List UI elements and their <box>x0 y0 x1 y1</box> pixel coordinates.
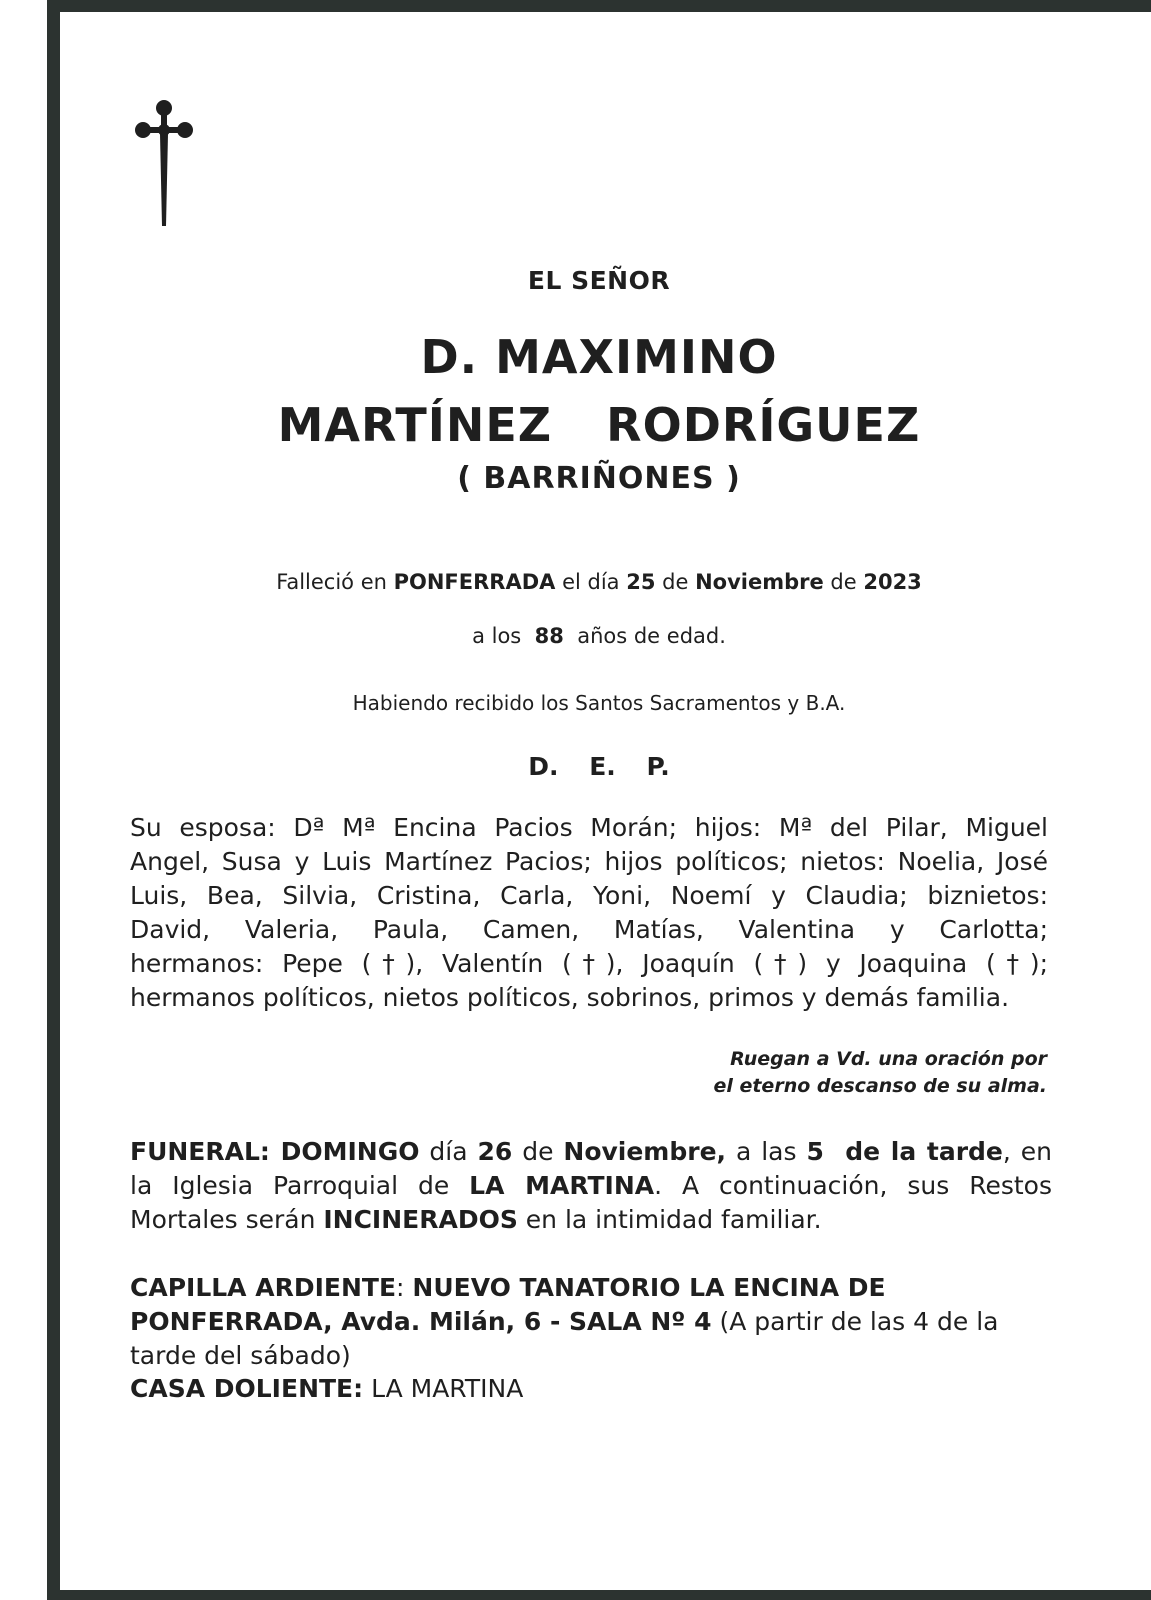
age-years: 88 <box>534 624 564 648</box>
chapel-label: CAPILLA ARDIENTE <box>130 1273 397 1302</box>
age-statement: a los 88 años de edad. <box>472 624 726 648</box>
family-line: hermanos políticos, nietos políticos, sobrinos, primos y demás familia. <box>130 983 1010 1012</box>
funeral-label: FUNERAL: DOMINGO <box>130 1137 420 1166</box>
chapel-details: CAPILLA ARDIENTE: NUEVO TANATORIO LA ENCINA DE PONFERRADA, Avda. Milán, 6 - SALA Nº 4 (A partir de las 4 de la tarde del sábado) <box>130 1273 999 1370</box>
family-line: Su esposa: Dª Mª Encina Pacios Morán; hijos: Mª del Pilar, Miguel <box>130 813 1048 842</box>
death-place: PONFERRADA <box>393 570 556 594</box>
sacraments-line: Habiendo recibido los Santos Sacramentos y B.A. <box>352 691 846 715</box>
family-line: hermanos: Pepe (†), Valentín (†), Joaquín (†) y Joaquina (†); <box>130 949 1048 978</box>
mourning-house: CASA DOLIENTE: LA MARTINA <box>130 1374 524 1403</box>
death-statement: Falleció en PONFERRADA el día 25 de Noviembre de 2023 <box>276 570 922 594</box>
family-line: Angel, Susa y Luis Martínez Pacios; hijos políticos; nietos: Noelia, José <box>130 847 1048 876</box>
death-year: 2023 <box>863 570 922 594</box>
death-day: 25 <box>626 570 656 594</box>
deceased-name-first: D. MAXIMINO <box>420 330 778 384</box>
santiago-cross-icon <box>133 98 195 228</box>
deceased-name-surnames: MARTÍNEZ RODRÍGUEZ <box>277 398 921 452</box>
family-line: Luis, Bea, Silvia, Cristina, Carla, Yoni, Noemí y Claudia; biznietos: <box>130 881 1048 910</box>
family-mourners <box>130 811 1048 1015</box>
family-line: David, Valeria, Paula, Camen, Matías, Valentina y Carlotta; <box>130 915 1048 944</box>
death-month: Noviembre <box>695 570 824 594</box>
honorific: EL SEÑOR <box>527 266 671 295</box>
mourning-house-label: CASA DOLIENTE: <box>130 1374 364 1403</box>
prayer-request: Ruegan a Vd. una oración por el eterno descanso de su alma. <box>713 1048 1047 1097</box>
rip-abbreviation: D. E. P. <box>528 752 670 781</box>
deceased-nickname: ( BARRIÑONES ) <box>457 461 741 496</box>
funeral-details: FUNERAL: DOMINGO día 26 de Noviembre, a las 5 de la tarde, en la Iglesia Parroquial de LA MARTINA. A continuación, sus Restos Mortales serán INCINERADOS en la intimidad familiar. <box>130 1137 1052 1234</box>
